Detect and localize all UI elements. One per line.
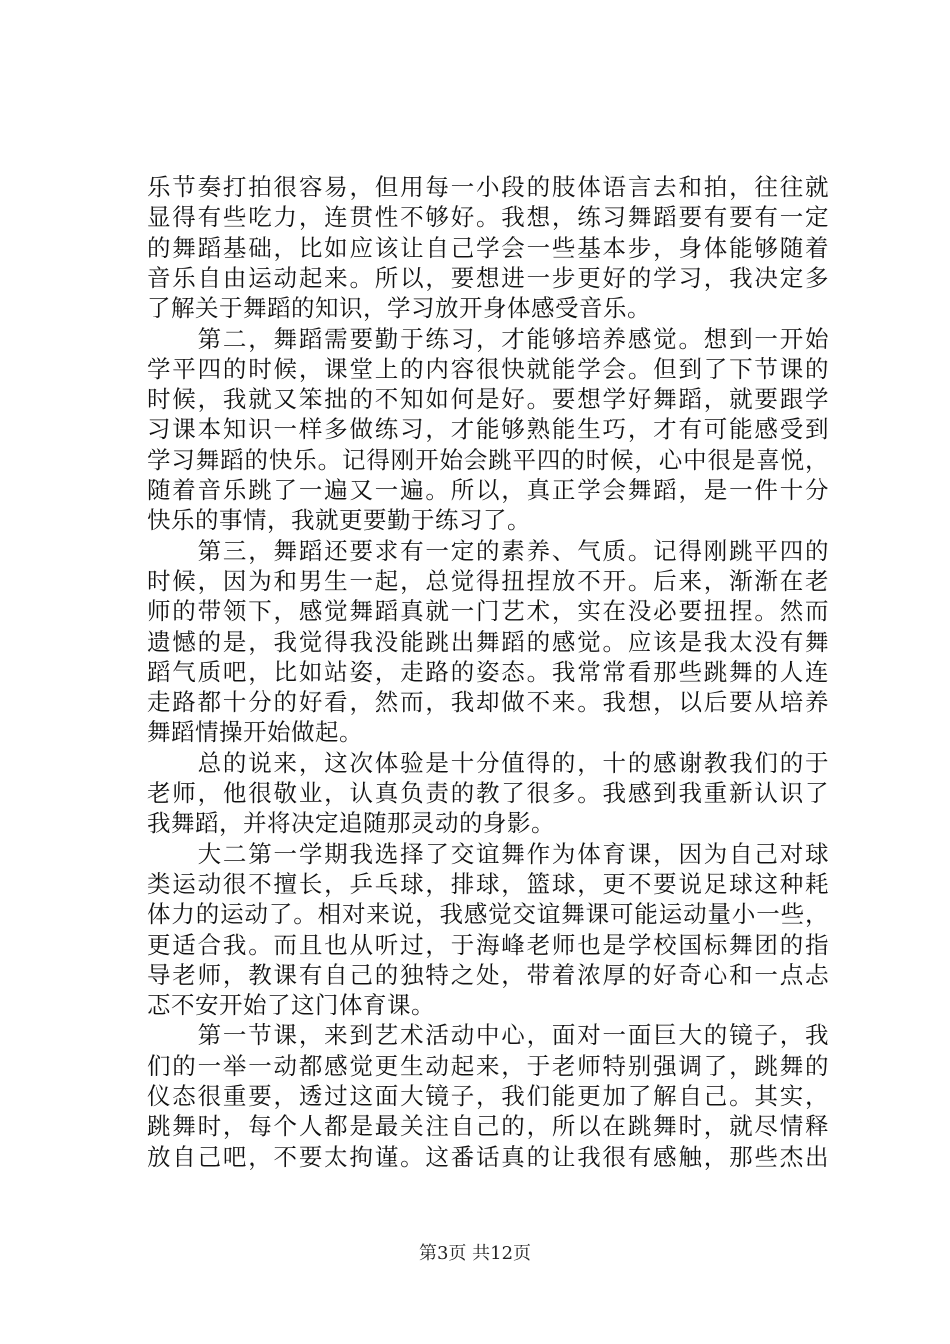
text-line: 体力的运动了。相对来说，我感觉交谊舞课可能运动量小一些， [147, 900, 829, 929]
text-line: 学习舞蹈的快乐。记得刚开始会跳平四的时候，心中很是喜悦， [147, 445, 829, 474]
text-line: 第一节课，来到艺术活动中心，面对一面巨大的镜子，我 [147, 1021, 829, 1050]
text-line: 时候，我就又笨拙的不知如何是好。要想学好舞蹈，就要跟学 [147, 385, 829, 414]
text-line: 我舞蹈，并将决定追随那灵动的身影。 [147, 809, 555, 838]
text-line: 蹈气质吧，比如站姿，走路的姿态。我常常看那些跳舞的人连 [147, 657, 829, 686]
text-line: 们的一举一动都感觉更生动起来，于老师特别强调了，跳舞的 [147, 1051, 829, 1080]
text-line: 导老师，教课有自己的独特之处，带着浓厚的好奇心和一点忐 [147, 960, 829, 989]
text-line: 时候，因为和男生一起，总觉得扭捏放不开。后来，渐渐在老 [147, 566, 829, 595]
text-line: 类运动很不擅长，乒乓球，排球，篮球，更不要说足球这种耗 [147, 869, 829, 898]
text-line: 忑不安开始了这门体育课。 [147, 991, 435, 1020]
text-line: 习课本知识一样多做练习，才能够熟能生巧，才有可能感受到 [147, 415, 829, 444]
text-line: 老师，他很敬业，认真负责的教了很多。我感到我重新认识了 [147, 779, 829, 807]
text-line: 快乐的事情，我就更要勤于练习了。 [147, 506, 531, 535]
text-line: 跳舞时，每个人都是最关注自己的，所以在跳舞时，就尽情释 [147, 1112, 829, 1141]
text-line: 第二，舞蹈需要勤于练习，才能够培养感觉。想到一开始 [147, 324, 829, 353]
text-line: 遗憾的是，我觉得我没能跳出舞蹈的感觉。应该是我太没有舞 [147, 627, 829, 656]
page-footer: 第3页 共12页 [418, 1243, 532, 1264]
text-line: 大二第一学期我选择了交谊舞作为体育课，因为自己对球 [147, 839, 829, 868]
text-line: 总的说来，这次体验是十分值得的，十的感谢教我们的于 [147, 748, 829, 777]
text-line: 乐节奏打拍很容易，但用每一小段的肢体语言去和拍，往往就 [147, 173, 829, 201]
text-line: 师的带领下，感觉舞蹈真就一门艺术，实在没必要扭捏。然而 [147, 597, 829, 626]
text-line: 学平四的时候，课堂上的内容很快就能学会。但到了下节课的 [147, 354, 829, 383]
text-line: 仪态很重要，透过这面大镜子，我们能更加了解自己。其实， [147, 1082, 829, 1110]
text-line: 显得有些吃力，连贯性不够好。我想，练习舞蹈要有要有一定 [147, 203, 829, 232]
text-line: 更适合我。而且也从听过，于海峰老师也是学校国标舞团的指 [147, 930, 829, 959]
text-line: 走路都十分的好看，然而，我却做不来。我想，以后要从培养 [147, 688, 829, 717]
text-line: 第三，舞蹈还要求有一定的素养、气质。记得刚跳平四的 [147, 536, 829, 565]
text-line: 了解关于舞蹈的知识，学习放开身体感受音乐。 [147, 294, 651, 323]
text-line: 随着音乐跳了一遍又一遍。所以，真正学会舞蹈，是一件十分 [147, 476, 829, 504]
text-line: 音乐自由运动起来。所以，要想进一步更好的学习，我决定多 [147, 263, 829, 292]
text-line: 的舞蹈基础，比如应该让自己学会一些基本步，身体能够随着 [147, 233, 829, 262]
text-line: 放自己吧，不要太拘谨。这番话真的让我很有感触，那些杰出 [147, 1142, 829, 1171]
text-line: 舞蹈情操开始做起。 [147, 718, 363, 747]
